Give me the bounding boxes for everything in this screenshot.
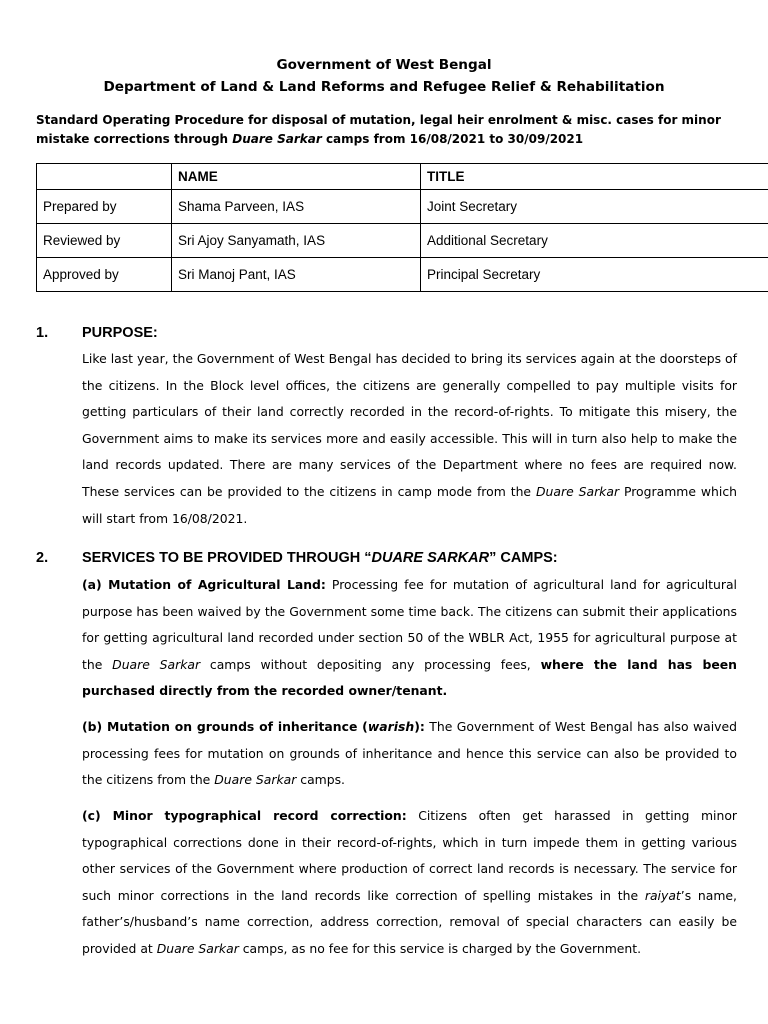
section-2-heading <box>36 550 558 566</box>
table-header-cell: NAME <box>172 164 421 190</box>
title-cell: Principal Secretary <box>421 258 768 292</box>
item-label: (c) Minor typographical record correction: <box>82 808 407 823</box>
table-header-cell <box>37 164 172 190</box>
body-italic: Duare Sarkar <box>112 656 201 672</box>
sop-title-dates: camps from 16/08/2021 to 30/09/2021 <box>321 132 584 146</box>
sop-title <box>36 111 738 149</box>
body-text: Like last year, the Government of West Bengal has decided to bring its services again at the doorsteps of the citizens. In the Block level offices, the citizens are generally compelled to pay multiple visits for getting particulars of their land correctly recorded in the record-of-rights. To mitigate this misery, the Government aims to make its services more and easily accessible. This will in turn also help to make the land records updated. There are many services of the Department where no fees are required now. These services can be provided to the citizens in camp mode from the <box>82 351 737 499</box>
item-label <box>82 719 425 734</box>
body-italic: Duare Sarkar <box>535 483 620 499</box>
body-text: camps, as no fee for this service is charged by the Government. <box>238 940 642 956</box>
section-number: 2. <box>36 550 49 566</box>
item-c-paragraph <box>82 803 737 963</box>
item-label: (a) Mutation of Agricultural Land: <box>82 577 326 592</box>
section-1-heading <box>36 325 158 341</box>
sop-title-italic: Duare Sarkar <box>232 132 322 146</box>
table-row <box>37 224 768 258</box>
section-number: 1. <box>36 325 49 341</box>
body-text: ’s name, father’s/husband’s name correction, address correction, removal of special characters can easily be provided at <box>82 887 737 956</box>
table-header-row <box>37 164 768 190</box>
item-b-paragraph <box>82 714 737 794</box>
sop-title-text: Standard Operating Procedure for disposal of mutation, legal heir enrolment & misc. cases for minor mistake corrections through <box>36 113 721 146</box>
department-title: Department of Land & Land Reforms and Refugee Relief & Rehabilitation <box>103 79 665 95</box>
title-cell: Additional Secretary <box>421 224 768 258</box>
body-text: Processing fee for mutation of agricultural land for agricultural purpose has been waived by the Government some time back. The citizens can submit their applications for getting agricultural land recorded under section 50 of the WBLR Act, 1955 for agricultural purpose at the <box>82 577 737 672</box>
table-row <box>37 258 768 292</box>
body-italic: raiyat <box>644 887 681 903</box>
section-title-italic: DUARE SARKAR <box>371 550 490 566</box>
body-italic: Duare Sarkar <box>156 940 239 956</box>
title-cell: Joint Secretary <box>421 190 768 224</box>
body-text: camps. <box>296 772 345 788</box>
section-title: ” CAMPS: <box>489 550 558 566</box>
role-cell: Approved by <box>37 258 172 292</box>
name-cell: Sri Manoj Pant, IAS <box>172 258 421 292</box>
body-text: camps without depositing any processing fees, <box>200 656 541 672</box>
role-cell: Prepared by <box>37 190 172 224</box>
name-cell: Shama Parveen, IAS <box>172 190 421 224</box>
body-bold: where the land has been purchased directly from the recorded owner/tenant. <box>82 656 737 699</box>
table-header-cell: TITLE <box>421 164 768 190</box>
item-a-paragraph <box>82 572 737 705</box>
item-label-text: (b) Mutation on grounds of inheritance ( <box>82 719 368 734</box>
body-text: The Government of West Bengal has also waived processing fees for mutation on grounds of inheritance and hence this service can also be provided to the citizens from the <box>82 719 737 788</box>
body-text: Citizens often get harassed in getting minor typographical corrections done in their record-of-rights, which in turn impede them in getting various other services of the Government where production of correct land records is necessary. The service for such minor corrections in the land records like correction of spelling mistakes in the <box>82 808 737 903</box>
item-label-text: ): <box>414 719 425 734</box>
section-title: PURPOSE: <box>82 325 158 341</box>
body-text: Programme which will start from 16/08/2021. <box>82 483 737 526</box>
signoff-table <box>36 163 768 292</box>
table-row <box>37 190 768 224</box>
body-italic: Duare Sarkar <box>214 772 297 788</box>
section-title: SERVICES TO BE PROVIDED THROUGH “ <box>82 550 372 566</box>
role-cell: Reviewed by <box>37 224 172 258</box>
name-cell: Sri Ajoy Sanyamath, IAS <box>172 224 421 258</box>
government-title: Government of West Bengal <box>276 57 492 73</box>
section-1-body <box>82 346 737 532</box>
item-label-italic: warish <box>367 719 415 734</box>
document-header <box>0 54 768 98</box>
